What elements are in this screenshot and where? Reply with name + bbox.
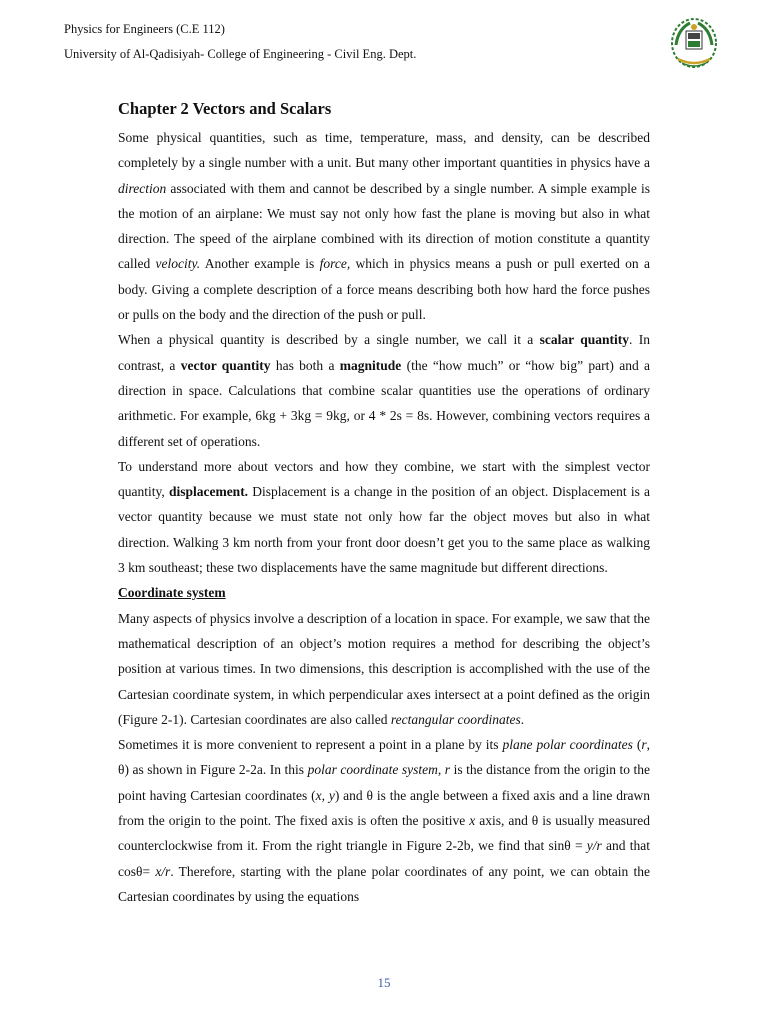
header-department: University of Al-Qadisiyah- College of Engineering - Civil Eng. Dept. <box>64 47 417 61</box>
paragraph-coordinates: Many aspects of physics involve a description of a location in space. For example, we saw that the mathematical description of an object’s motion requires a method for describing the object’s position at various times. In two dimensions, this description is accomplished with the use of the Cartesian coordinate system, in which perpendicular axes intersect at a point defined as the origin (Figure 2-1). Cartesian coordinates are also called rectangular coordinates. <box>118 610 650 727</box>
paragraph-scalar-vector: When a physical quantity is described by a single number, we call it a scalar quantity. In contrast, a vector quantity has both a magnitude (the “how much” or “how big” part) and a direction in space. Calculations that combine scalar quantities use the operations of ordinary arithmetic. For example, 6kg + 3kg = 9kg, or 4 * 2s = 8s. However, combining vectors requires a different set of operations. <box>118 332 651 449</box>
header-course: Physics for Engineers (C.E 112) <box>64 22 225 36</box>
chapter-title: Chapter 2 Vectors and Scalars <box>118 99 332 118</box>
paragraph-displacement: To understand more about vectors and how they combine, we start with the simplest vector quantity, displacement. Displacement is a change in the position of an object. Displacement is a vector quantity because we must state not only how far the object moves but also in what direction. Walking 3 km north from your front door doesn’t get you to the same place as walking 3 km southeast; these two displacements have the same magnitude but different directions. <box>118 458 650 576</box>
section-heading: Coordinate system <box>118 585 226 601</box>
paragraph-intro: Some physical quantities, such as time, temperature, mass, and density, can be described completely by a single number with a unit. But many other important quantities in physics have a direction associated with them and cannot be described by a single number. A simple example is the motion of an airplane: We must say not only how fast the plane is moving but also in what direction. The speed of the airplane combined with its direction of motion constitute a quantity called velocity. Another example is force, which in physics means a push or pull exerted on a body. Giving a complete description of a force means describing both how hard the force pushes or pulls on the body and the direction of the push or pull. <box>118 130 650 323</box>
page-number: 15 <box>377 975 391 990</box>
page-content <box>118 97 650 909</box>
paragraph-polar: Sometimes it is more convenient to represent a point in a plane by its plane polar coordinates (r, θ) as shown in Figure 2-2a. In this polar coordinate system, r is the distance from the origin to the point having Cartesian coordinates (x, y) and θ is the angle between a fixed axis and a line drawn from the origin to the point. The fixed axis is often the positive x axis, and θ is usually measured counterclockwise from it. From the right triangle in Figure 2-2b, we find that sinθ = y/r and that cosθ= x/r. Therefore, starting with the plane polar coordinates of any point, we can obtain the Cartesian coordinates by using the equations <box>118 737 651 904</box>
university-seal-icon <box>668 15 720 71</box>
